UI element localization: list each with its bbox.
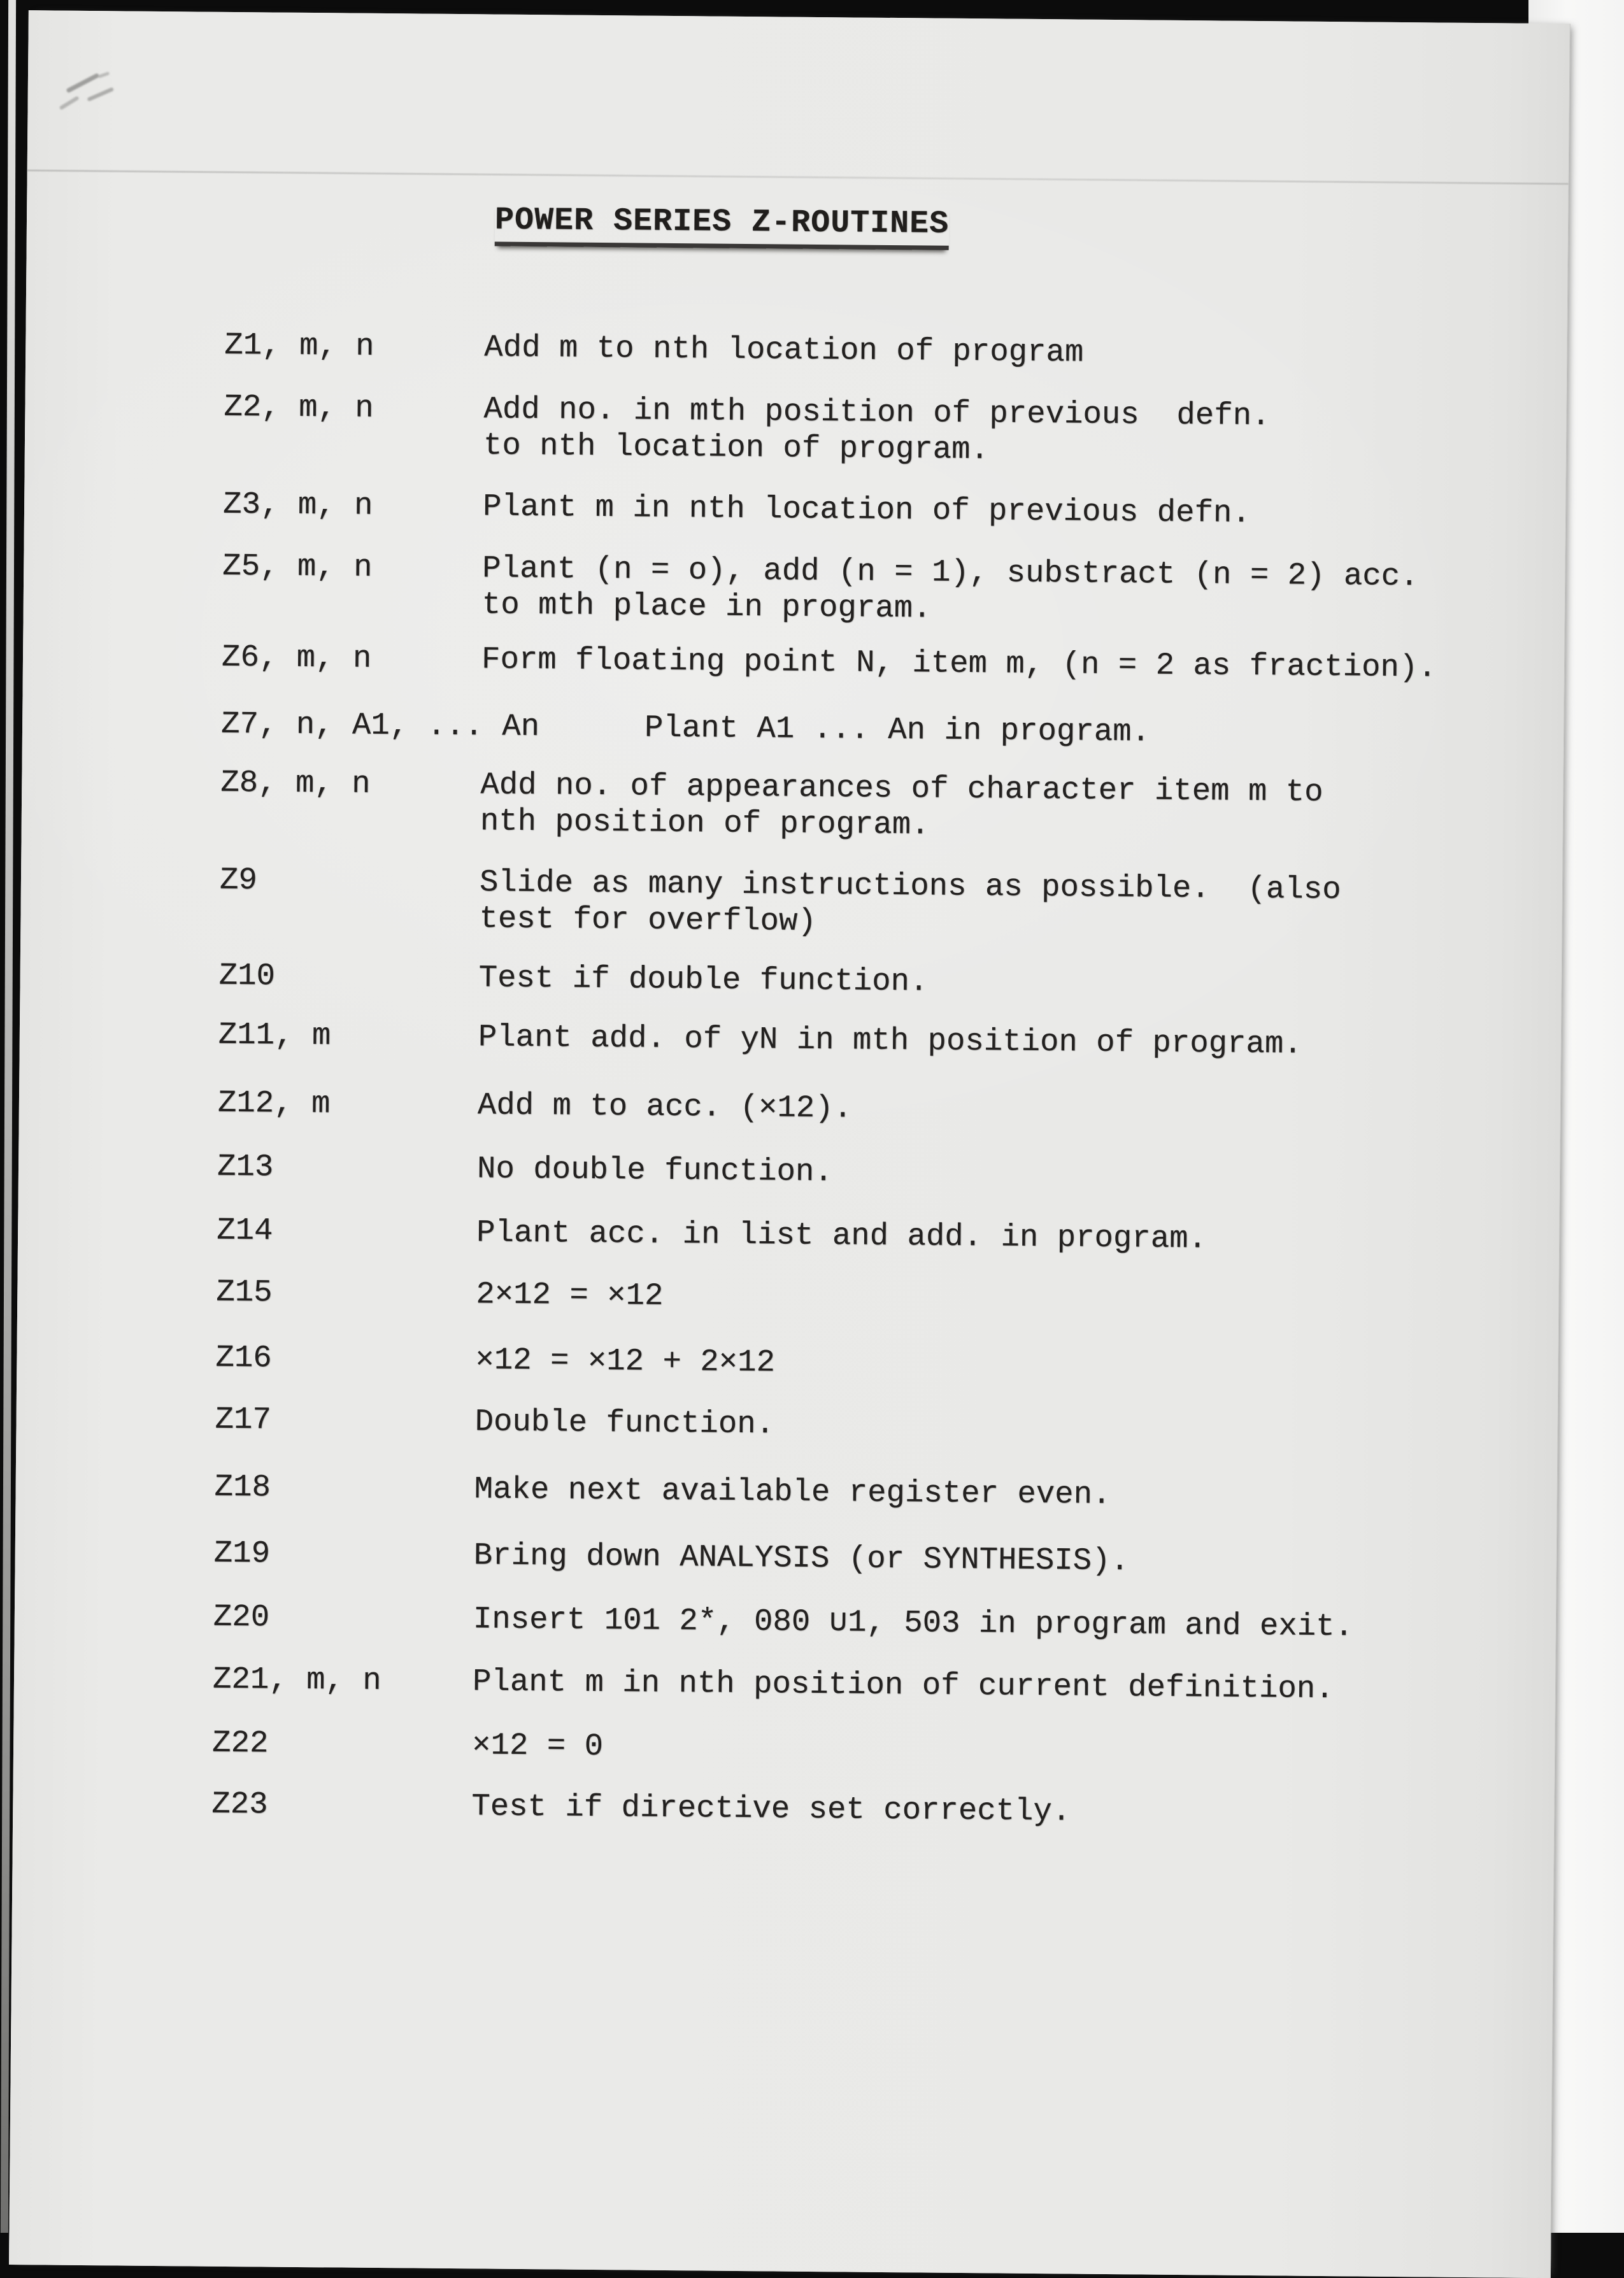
routine-desc: Make next available register even. <box>474 1471 1111 1513</box>
routine-label: Z19 <box>213 1535 271 1572</box>
routine-row-z19 <box>214 1535 1480 1583</box>
routine-desc: Add no. of appearances of character item m to nth position of program. <box>480 767 1323 843</box>
paper-page <box>9 10 1571 2278</box>
routine-row-z23 <box>211 1786 1478 1833</box>
routine-desc: Test if double function. <box>478 960 929 1000</box>
page-title: POWER SERIES Z-ROUTINES <box>495 203 950 250</box>
routine-label: Z2, m, n <box>224 388 374 426</box>
routine-label: Z17 <box>215 1401 272 1438</box>
routine-desc: ×12 = ×12 + 2×12 <box>475 1342 776 1381</box>
routine-desc: Slide as many instructions as possible. (also test for overflow) <box>479 864 1341 939</box>
routine-row-z17 <box>215 1402 1481 1449</box>
routine-desc: Add no. in mth position of previous defn. to nth location of program. <box>483 391 1271 468</box>
routine-row-z11 <box>218 1017 1485 1064</box>
pencil-smudge <box>66 73 99 93</box>
routine-label: Z6, m, n <box>221 639 372 676</box>
routine-row-z5 <box>222 548 1489 632</box>
routine-desc: Plant add. of yN in mth position of program. <box>478 1019 1302 1062</box>
routine-desc: Insert 101 2*, 080 ∪1, 503 in program and exit. <box>473 1601 1354 1645</box>
routine-label: Z16 <box>215 1339 272 1376</box>
routine-label: Z23 <box>211 1786 268 1823</box>
routine-desc: Plant acc. in list and add. in program. <box>476 1214 1207 1257</box>
routine-row-z20 <box>213 1599 1479 1646</box>
routine-row-z15 <box>216 1274 1482 1321</box>
routine-label: Z12, m <box>217 1085 331 1122</box>
routine-row-z9 <box>219 862 1486 946</box>
routine-label: Z15 <box>216 1274 273 1311</box>
routine-row-z10 <box>218 958 1485 1005</box>
routine-desc: ×12 = 0 <box>471 1727 604 1765</box>
routine-desc: Bring down ANALYSIS (or SYNTHESIS). <box>473 1537 1130 1579</box>
routine-row-z16 <box>215 1340 1481 1387</box>
routine-label: Z7, n, A1, ... An <box>220 706 540 745</box>
routine-desc: No double function. <box>476 1151 833 1190</box>
routine-desc: Test if directive set correctly. <box>471 1788 1071 1830</box>
routine-label: Z5, m, n <box>222 548 373 585</box>
routine-label: Z21, m, n <box>212 1661 381 1699</box>
routine-row-z22 <box>212 1725 1478 1772</box>
routine-row-z6 <box>222 639 1488 687</box>
routine-label: Z9 <box>219 862 258 899</box>
routine-desc: Add m to nth location of program <box>484 329 1084 371</box>
paper-crease <box>27 169 1569 185</box>
routine-label: Z1, m, n <box>224 327 374 364</box>
routine-desc: Plant m in nth location of previous defn. <box>482 488 1251 531</box>
routine-label: Z22 <box>211 1725 269 1762</box>
routine-row-z21 <box>213 1662 1479 1709</box>
routine-label: Z20 <box>213 1598 270 1635</box>
routine-label: Z18 <box>214 1469 271 1506</box>
pencil-smudge <box>98 71 110 78</box>
routine-label: Z13 <box>217 1148 274 1185</box>
pencil-smudge <box>87 87 114 102</box>
pencil-smudge <box>59 96 80 110</box>
routine-row-z12 <box>218 1085 1484 1132</box>
routine-desc: Plant (n = o), add (n = 1), substract (n = 2) acc. to mth place in program. <box>481 550 1419 627</box>
routine-desc: Form floating point N, item m, (n = 2 as fraction). <box>481 641 1437 686</box>
routine-label: Z14 <box>216 1212 273 1249</box>
routine-row-z8 <box>220 765 1487 848</box>
routine-row-z14 <box>217 1213 1483 1260</box>
routine-desc: Double function. <box>474 1404 775 1442</box>
routine-row-z18 <box>214 1469 1480 1516</box>
routine-row-z7 <box>221 706 1487 753</box>
routine-row-z1 <box>224 327 1490 374</box>
routine-label: Z11, m <box>218 1016 331 1054</box>
routine-desc: Plant m in nth position of current definition. <box>472 1663 1334 1707</box>
routine-desc: Add m to acc. (×12). <box>477 1087 853 1127</box>
routine-row-z13 <box>217 1149 1483 1196</box>
routine-row-z3 <box>223 487 1489 534</box>
routine-label: Z8, m, n <box>220 764 371 802</box>
routine-desc: Plant A1 ... An in program. <box>644 709 1151 750</box>
routine-label: Z10 <box>218 957 276 994</box>
routine-label: Z3, m, n <box>222 486 373 523</box>
routine-desc: 2×12 = ×12 <box>476 1276 664 1314</box>
routine-row-z2 <box>224 389 1490 473</box>
